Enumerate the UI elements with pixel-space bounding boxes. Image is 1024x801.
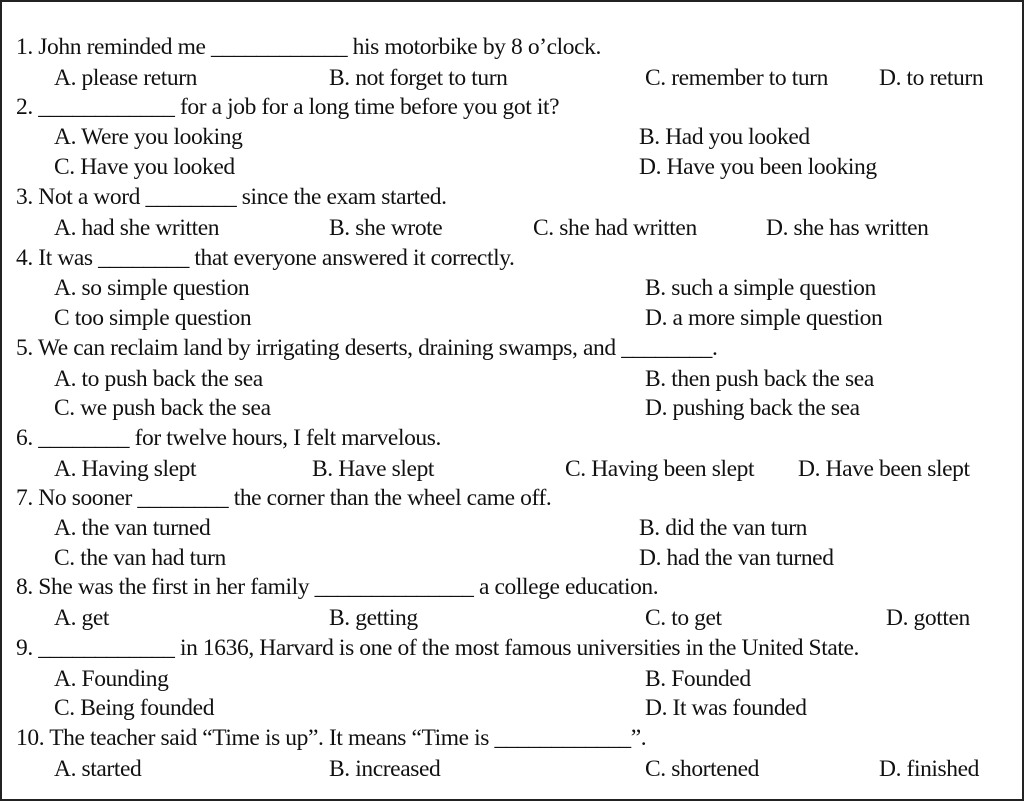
question-2-stem: 2. ____________ for a job for a long time before you got it? bbox=[16, 94, 560, 120]
question-2-option-c: C. Have you looked bbox=[54, 154, 235, 180]
question-10-option-a: A. started bbox=[54, 756, 142, 782]
question-6-option-d: D. Have been slept bbox=[798, 456, 970, 482]
question-10-stem: 10. The teacher said “Time is up”. It means “Time is ____________”. bbox=[16, 725, 647, 751]
question-7-stem: 7. No sooner ________ the corner than the wheel came off. bbox=[16, 485, 552, 511]
question-3-option-a: A. had she written bbox=[54, 215, 220, 241]
question-6-option-c: C. Having been slept bbox=[565, 456, 755, 482]
question-3-option-d: D. she has written bbox=[766, 215, 929, 241]
question-1-option-b: B. not forget to turn bbox=[329, 65, 508, 91]
question-5-option-a: A. to push back the sea bbox=[54, 366, 263, 392]
question-5-option-d: D. pushing back the sea bbox=[645, 395, 860, 421]
question-9-option-d: D. It was founded bbox=[645, 695, 807, 721]
question-2-option-b: B. Had you looked bbox=[639, 124, 810, 150]
question-1-option-c: C. remember to turn bbox=[645, 65, 828, 91]
question-7-option-c: C. the van had turn bbox=[54, 545, 226, 571]
question-9-stem: 9. ____________ in 1636, Harvard is one of the most famous universities in the United State. bbox=[16, 635, 860, 661]
question-8-option-a: A. get bbox=[54, 605, 110, 631]
question-8-option-d: D. gotten bbox=[886, 605, 970, 631]
question-5-stem: 5. We can reclaim land by irrigating deserts, draining swamps, and ________. bbox=[16, 335, 718, 361]
question-8-option-c: C. to get bbox=[645, 605, 722, 631]
question-2-option-d: D. Have you been looking bbox=[639, 154, 877, 180]
question-10-option-b: B. increased bbox=[329, 756, 441, 782]
question-9-option-b: B. Founded bbox=[645, 666, 751, 692]
question-4-stem: 4. It was ________ that everyone answered it correctly. bbox=[16, 245, 515, 271]
question-10-option-c: C. shortened bbox=[645, 756, 759, 782]
question-5-option-c: C. we push back the sea bbox=[54, 395, 271, 421]
question-10-option-d: D. finished bbox=[879, 756, 980, 782]
question-2-option-a: A. Were you looking bbox=[54, 124, 243, 150]
question-6-stem: 6. ________ for twelve hours, I felt marvelous. bbox=[16, 425, 441, 451]
question-4-option-a: A. so simple question bbox=[54, 275, 250, 301]
question-6-option-a: A. Having slept bbox=[54, 456, 197, 482]
question-7-option-b: B. did the van turn bbox=[639, 515, 807, 541]
question-9-option-a: A. Founding bbox=[54, 666, 169, 692]
question-7-option-a: A. the van turned bbox=[54, 515, 211, 541]
question-7-option-d: D. had the van turned bbox=[639, 545, 834, 571]
question-4-option-b: B. such a simple question bbox=[645, 275, 876, 301]
question-8-stem: 8. She was the first in her family ______________ a college education. bbox=[16, 574, 659, 600]
question-3-option-c: C. she had written bbox=[533, 215, 697, 241]
question-4-option-c: C too simple question bbox=[54, 305, 252, 331]
question-6-option-b: B. Have slept bbox=[312, 456, 435, 482]
question-4-option-d: D. a more simple question bbox=[645, 305, 883, 331]
question-8-option-b: B. getting bbox=[329, 605, 418, 631]
question-3-option-b: B. she wrote bbox=[329, 215, 443, 241]
question-1-option-d: D. to return bbox=[879, 65, 984, 91]
question-1-option-a: A. please return bbox=[54, 65, 198, 91]
question-1-stem: 1. John reminded me ____________ his motorbike by 8 o’clock. bbox=[16, 34, 601, 60]
question-3-stem: 3. Not a word ________ since the exam started. bbox=[16, 184, 447, 210]
question-5-option-b: B. then push back the sea bbox=[645, 366, 874, 392]
question-9-option-c: C. Being founded bbox=[54, 695, 215, 721]
